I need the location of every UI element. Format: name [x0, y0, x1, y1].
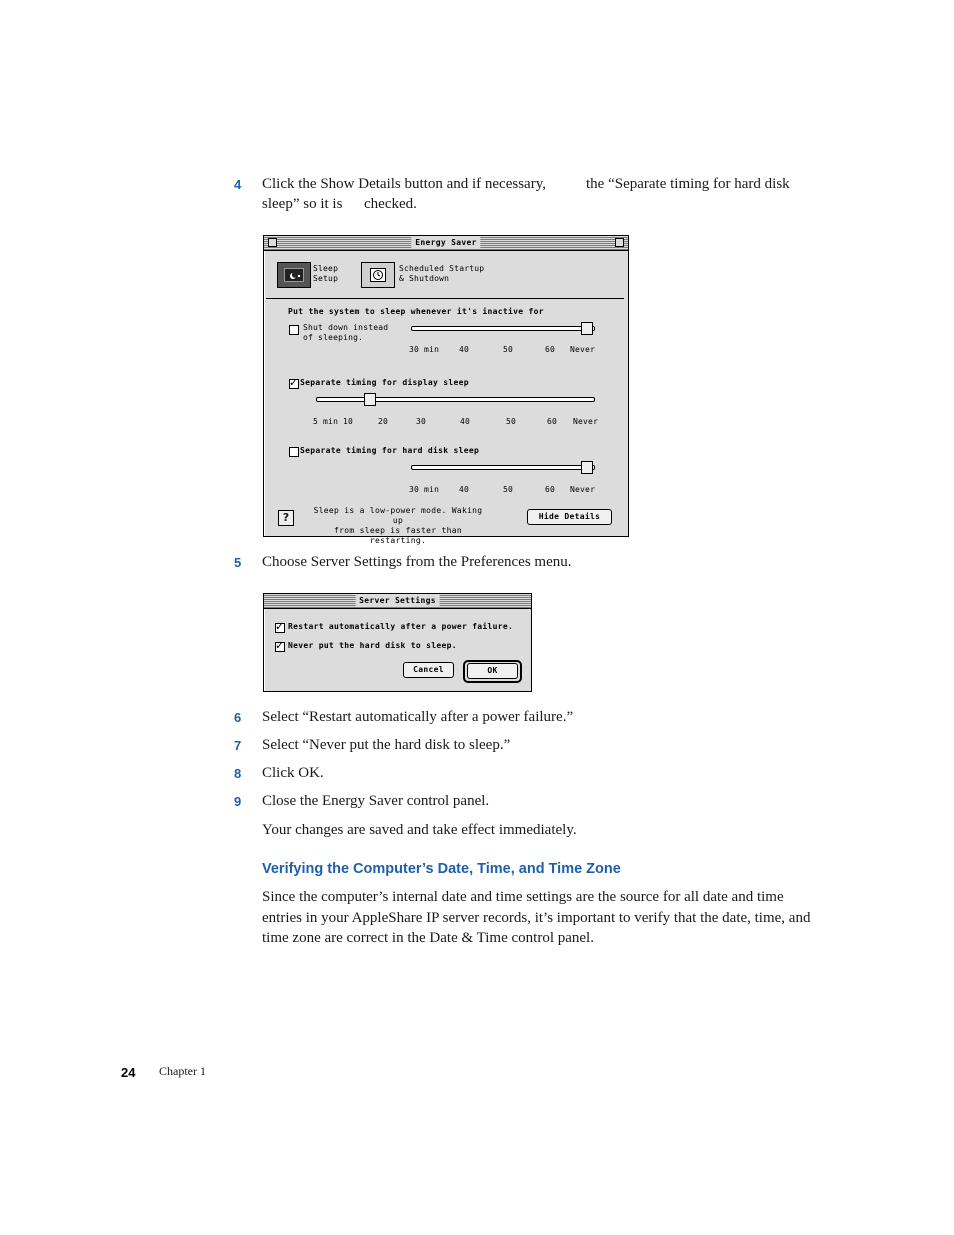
tick-label: 10 — [343, 417, 354, 426]
sleep-setup-tab[interactable] — [277, 262, 311, 288]
tick-label: Never — [573, 417, 599, 426]
disk-sleep-slider-thumb[interactable] — [581, 461, 593, 474]
question-icon[interactable]: ? — [278, 510, 294, 526]
clock-icon — [370, 268, 386, 287]
step-number: 5 — [234, 555, 242, 570]
tick-label: 50 — [506, 417, 517, 426]
display-sleep-slider-track[interactable] — [316, 397, 595, 402]
tick-label: 40 — [459, 345, 470, 354]
tick-label: 50 — [503, 345, 514, 354]
system-sleep-slider-thumb[interactable] — [581, 322, 593, 335]
step-text: sleep” so it is — [262, 196, 343, 212]
ok-button[interactable]: OK — [467, 663, 518, 679]
disk-sleep-slider-track[interactable] — [411, 465, 595, 470]
never-sleep-label: Never put the hard disk to sleep. — [288, 641, 457, 650]
system-sleep-label: Put the system to sleep whenever it's inactive for — [288, 307, 544, 316]
never-sleep-checkbox[interactable] — [275, 642, 285, 652]
step-number: 8 — [234, 766, 242, 781]
tick-label: 30 min — [409, 485, 440, 494]
section-heading: Verifying the Computer’s Date, Time, and Time Zone — [262, 861, 621, 877]
step-number: 9 — [234, 794, 242, 809]
tick-label: 60 — [547, 417, 558, 426]
step-text: Close the Energy Saver control panel. — [262, 793, 490, 809]
page-number: 24 — [121, 1065, 136, 1080]
zoom-box-icon[interactable] — [615, 238, 624, 247]
moon-icon — [284, 268, 304, 282]
step-text: Choose Server Settings from the Preferences menu. — [262, 554, 572, 570]
step-number: 4 — [234, 177, 242, 192]
shutdown-checkbox[interactable] — [289, 325, 299, 335]
tick-label: 5 min — [313, 417, 339, 426]
energy-saver-window — [263, 235, 629, 545]
paragraph-line: Since the computer’s internal date and time settings are the source for all date and time — [262, 889, 784, 905]
paragraph-line: time zone are correct in the Date & Time control panel. — [262, 930, 594, 946]
scheduled-startup-tab[interactable] — [361, 262, 395, 288]
tick-label: 50 — [503, 485, 514, 494]
window-title: Energy Saver — [411, 237, 480, 249]
scheduled-startup-label[interactable]: Scheduled Startup & Shutdown — [399, 264, 485, 283]
hide-details-button[interactable]: Hide Details — [527, 509, 612, 525]
cancel-button[interactable]: Cancel — [403, 662, 454, 678]
step-text: Click the Show Details button and if necessary, — [262, 176, 546, 192]
sleep-description: Sleep is a low-power mode. Waking up from sleep is faster than restarting. — [313, 506, 483, 545]
tick-label: 30 min — [409, 345, 440, 354]
result-text: Your changes are saved and take effect immediately. — [262, 822, 577, 838]
step-number: 7 — [234, 738, 242, 753]
title-bar[interactable] — [264, 594, 531, 609]
chapter-label: Chapter 1 — [159, 1064, 206, 1078]
close-box-icon[interactable] — [268, 238, 277, 247]
system-sleep-slider-track[interactable] — [411, 326, 595, 331]
tick-label: 30 — [416, 417, 427, 426]
step-text: the “Separate timing for hard disk — [586, 176, 790, 192]
title-bar[interactable] — [264, 236, 628, 251]
display-sleep-checkbox[interactable] — [289, 379, 299, 389]
tick-label: 60 — [545, 345, 556, 354]
sleep-setup-label[interactable]: Sleep Setup — [313, 264, 339, 283]
tick-label: 40 — [460, 417, 471, 426]
tick-label: Never — [570, 485, 596, 494]
tick-label: 40 — [459, 485, 470, 494]
restart-checkbox[interactable] — [275, 623, 285, 633]
shutdown-label: Shut down instead of sleeping. — [303, 323, 389, 342]
tick-label: 20 — [378, 417, 389, 426]
paragraph-line: entries in your AppleShare IP server records, it’s important to verify that the date, time, and — [262, 910, 811, 926]
server-settings-window — [263, 593, 532, 692]
step-text: Select “Restart automatically after a power failure.” — [262, 709, 574, 725]
window-title: Server Settings — [355, 595, 440, 607]
tick-label: Never — [570, 345, 596, 354]
tick-label: 60 — [545, 485, 556, 494]
restart-label: Restart automatically after a power failure. — [288, 622, 514, 631]
step-text: checked. — [364, 196, 417, 212]
step-text: Select “Never put the hard disk to sleep.” — [262, 737, 511, 753]
display-sleep-slider-thumb[interactable] — [364, 393, 376, 406]
disk-sleep-label: Separate timing for hard disk sleep — [300, 446, 480, 455]
display-sleep-label: Separate timing for display sleep — [300, 378, 469, 387]
step-text: Click OK. — [262, 765, 324, 781]
step-number: 6 — [234, 710, 242, 725]
disk-sleep-checkbox[interactable] — [289, 447, 299, 457]
